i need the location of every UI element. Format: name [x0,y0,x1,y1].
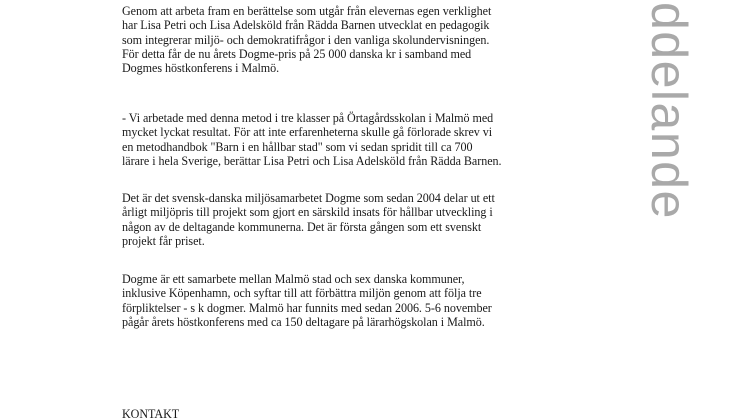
paragraph-4 [122,272,492,329]
paragraph-line: mycket lyckat resultat. För att inte erfarenheterna skulle gå förlorade skrev vi [122,125,493,140]
contact-heading: KONTAKT [122,407,180,419]
paragraph-line: Dogmes höstkonferens i Malmö. [122,61,280,76]
paragraph-line: inklusive Köpenhamn, och syftar till att förbättra miljön genom att följa tre [122,286,482,301]
paragraph-line: som integrerar miljö- och demokratifrågor i den vanliga skolundervisningen. [122,32,490,47]
paragraph-line: För detta får de nu årets Dogme-pris på 25 000 danska kr i samband med [122,46,472,61]
paragraph-line: - Vi arbetade med denna metod i tre klasser på Örtagårdsskolan i Malmö med [122,111,494,125]
side-label [642,2,702,232]
paragraph-line: pågår årets höstkonferens med ca 150 deltagare på lärarhögskolan i Malmö. [122,314,485,329]
paragraph-line: lärare i hela Sverige, berättar Lisa Petri och Lisa Adelsköld från Rädda Barnen. [122,153,502,168]
paragraph-line: Dogme är ett samarbete mellan Malmö stad och sex danska kommuner, [122,272,465,286]
side-label-text: ddelande [641,2,697,220]
paragraph-line: projekt får priset. [122,233,205,248]
paragraph-line: Det är det svensk-danska miljösamarbetet Dogme som sedan 2004 delar ut ett [122,191,495,205]
paragraph-line: en metodhandbok "Barn i en hållbar stad" som vi sedan spridit till ca 700 [122,139,473,154]
paragraph-3 [122,191,495,248]
paragraph-2 [122,111,502,168]
paragraph-line: har Lisa Petri och Lisa Adelsköld från Rädda Barnen utvecklat en pedagogik [122,18,490,33]
paragraph-line: årligt miljöpris till projekt som gjort en särskild insats för hållbar utveckling i [122,205,493,220]
paragraph-line: någon av de deltagande kommunerna. Det är första gången som ett svenskt [122,219,482,234]
paragraph-1 [122,4,491,75]
paragraph-line: förpliktelser - s k dogmer. Malmö har funnits med sedan 2006. 5-6 november [122,300,492,315]
paragraph-line: Genom att arbeta fram en berättelse som utgår från elevernas egen verklighet [122,4,492,18]
